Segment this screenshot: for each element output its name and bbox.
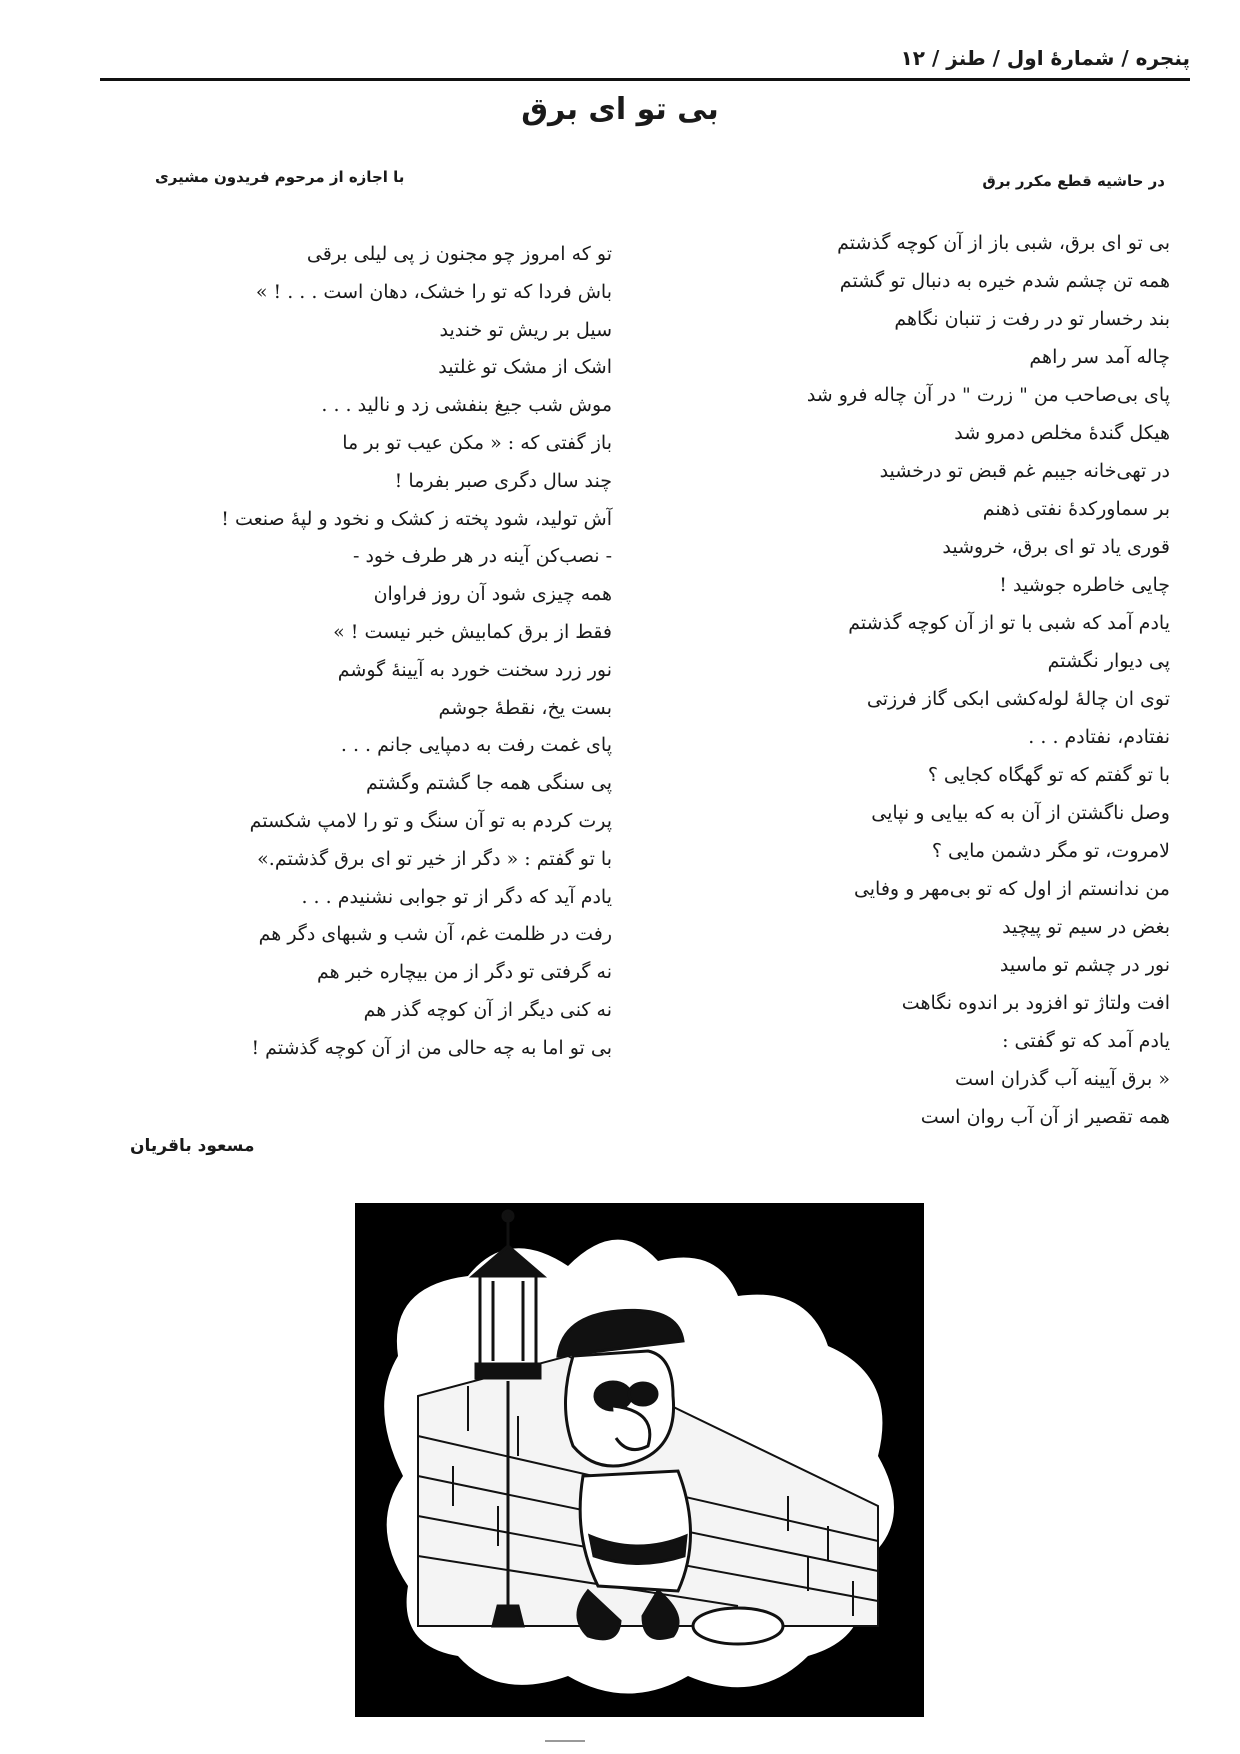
poem-line: قوری یاد تو ای برق، خروشید	[942, 536, 1170, 558]
poem-line: پرت کردم به تو آن سنگ و تو را لامپ شکستم	[249, 809, 612, 832]
cartoon-man-by-lamppost-icon	[358, 1206, 921, 1714]
poem-line: همه تقصیر از آن آب روان است	[920, 1106, 1170, 1128]
poem-line: سیل بر ریش تو خندید	[439, 318, 612, 341]
poem-line: یادم آید که دگر از تو جوابی نشنیدم . . .	[301, 885, 612, 908]
poem-line: موش شب جیغ بنفشی زد و نالید . . .	[321, 394, 612, 417]
poem-line: بست یخ، نقطهٔ جوشم	[438, 696, 612, 719]
poem-line: بی تو ای برق، شبی باز از آن کوچه گذشتم	[837, 232, 1170, 254]
poem-line: نور در چشم تو ماسید	[999, 954, 1170, 976]
poem-column-right	[650, 224, 1170, 1136]
cartoon-illustration	[355, 1203, 924, 1717]
poem-line: رفت در ظلمت غم، آن شب و شبهای دگر هم	[258, 923, 612, 946]
poem-line: بند رخسار تو در رفت ز تنبان نگاهم	[894, 308, 1170, 330]
poem-line: هیکل گندهٔ مخلص دمرو شد	[954, 422, 1170, 444]
poem-line: من ندانستم از اول که تو بی‌مهر و وفایی	[853, 878, 1170, 900]
poem-line: اشک از مشک تو غلتید	[438, 356, 612, 379]
poem-line: یادم آمد که تو گفتی :	[1002, 1030, 1170, 1052]
poem-line: بغض در سیم تو پیچید	[1002, 916, 1170, 938]
poem-line: توی ان چالهٔ لوله‌کشی ابکی گاز فرزتی	[866, 688, 1170, 710]
poem-line: بر سماورکدهٔ نفتی ذهنم	[982, 498, 1170, 520]
poem-line: نور زرد سخنت خورد به آیینهٔ گوشم	[337, 658, 612, 681]
poem-line: باش فردا که تو را خشک، دهان است . . . ! »	[255, 280, 612, 303]
author-name: مسعود باقریان	[130, 1136, 255, 1156]
poem-line: پی دیوار نگشتم	[1047, 650, 1170, 672]
poem-line: وصل ناگشتن از آن به که بیایی و نپایی	[871, 802, 1170, 824]
header-text: پنجره / شمارهٔ اول / طنز / ۱۲	[900, 46, 1190, 70]
poem-line: چایی خاطره جوشید !	[999, 574, 1170, 596]
poem-line: پی سنگی همه جا گشتم وگشتم	[366, 772, 612, 795]
poem-line: نه کنی دیگر از آن کوچه گذر هم	[363, 998, 612, 1021]
page-header	[100, 40, 1190, 81]
poem-line: نه گرفتی تو دگر از من بیچاره خبر هم	[317, 961, 612, 984]
poem-line: فقط از برق کمابیش خبر نیست ! »	[333, 620, 612, 643]
poem-line: با تو گفتم که تو گهگاه کجایی ؟	[927, 764, 1170, 786]
poem-line: تو که امروز چو مجنون ز پی لیلی برقی	[306, 243, 612, 265]
poem-line: پای بی‌صاحب من " زرت " در آن چاله فرو شد	[806, 384, 1170, 406]
poem-line: - نصب‌کن آینه در هر طرف خود -	[353, 545, 612, 568]
poem-line: چاله آمد سر راهم	[1029, 346, 1170, 368]
poem-line: چند سال دگری صبر بفرما !	[394, 469, 612, 492]
poem-line: آش تولید، شود پخته ز کشک و نخود و لپهٔ صنعت !	[221, 507, 612, 530]
poem-line: لامروت، تو مگر دشمن مایی ؟	[931, 840, 1170, 862]
poem-line: همه چیزی شود آن روز فراوان	[373, 583, 612, 606]
subtitle-left: با اجازه از مرحوم فریدون مشیری	[155, 168, 405, 186]
poem-line: با تو گفتم : « دگر از خیر تو ای برق گذشتم.»	[257, 847, 612, 870]
poem-line: همه تن چشم شدم خیره به دنبال تو گشتم	[839, 270, 1170, 292]
poem-title: بی تو ای برق	[521, 92, 719, 127]
scan-artifact	[545, 1740, 585, 1742]
poem-line: در تهی‌خانه جیبم غم قبض تو درخشید	[879, 460, 1170, 482]
poem-line: بی تو اما به چه حالی من از آن کوچه گذشتم !	[251, 1036, 612, 1059]
poem-line: نفتادم، نفتادم . . .	[1028, 726, 1170, 748]
poem-line: « برق آیینه آب گذران است	[954, 1068, 1170, 1090]
poem-line: باز گفتی که : « مکن عیب تو بر ما	[342, 431, 612, 454]
poem-line: یادم آمد که شبی با تو از آن کوچه گذشتم	[848, 612, 1170, 634]
poem-column-left	[92, 236, 612, 1068]
poem-line: افت ولتاژ تو افزود بر اندوه نگاهت	[901, 992, 1170, 1014]
poem-line: پای غمت رفت به دمپایی جانم . . .	[340, 734, 612, 757]
subtitle-right: در حاشیه قطع مکرر برق	[982, 172, 1165, 190]
